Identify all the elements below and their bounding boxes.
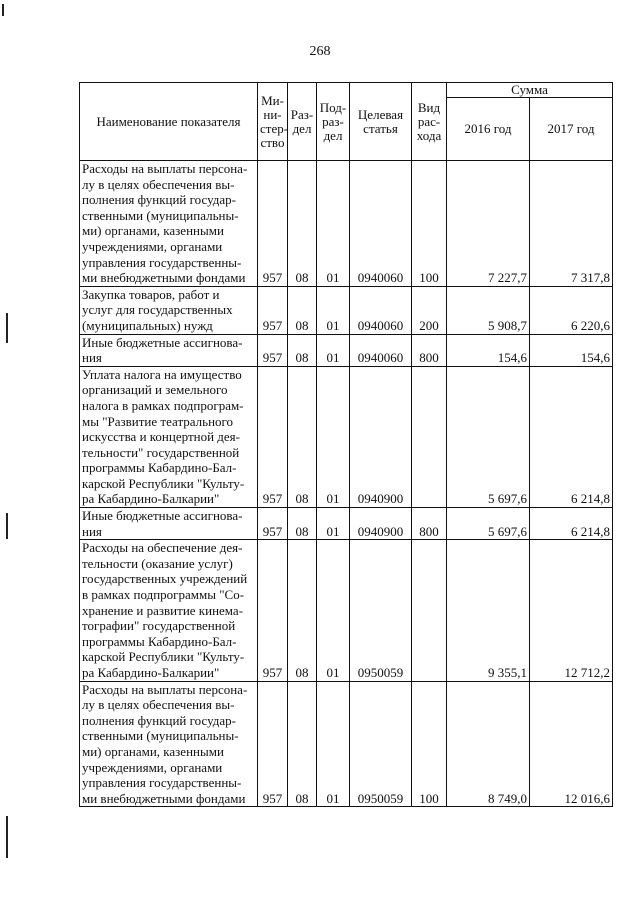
header-expense-type: Вид рас- хода <box>412 83 447 161</box>
cell-name: Иные бюджетные ассигнова- ния <box>80 508 258 540</box>
scan-mark <box>6 313 8 343</box>
cell-expense-type: 100 <box>412 161 447 287</box>
header-amount: Сумма <box>447 83 613 98</box>
cell-subsection: 01 <box>317 508 350 540</box>
cell-amount-2017: 6 214,8 <box>530 366 613 507</box>
cell-target-article: 0950059 <box>350 681 412 807</box>
cell-subsection: 01 <box>317 161 350 287</box>
cell-ministry: 957 <box>258 334 288 366</box>
cell-ministry: 957 <box>258 508 288 540</box>
cell-amount-2016: 8 749,0 <box>447 681 530 807</box>
table-row <box>80 161 613 287</box>
header-year-2016: 2016 год <box>447 98 530 161</box>
cell-amount-2017: 6 214,8 <box>530 508 613 540</box>
header-target-article: Целевая статья <box>350 83 412 161</box>
cell-amount-2016: 5 697,6 <box>447 508 530 540</box>
cell-section: 08 <box>288 508 317 540</box>
cell-amount-2016: 7 227,7 <box>447 161 530 287</box>
cell-amount-2017: 12 016,6 <box>530 681 613 807</box>
cell-target-article: 0940900 <box>350 508 412 540</box>
cell-expense-type <box>412 366 447 507</box>
header-year-2017: 2017 год <box>530 98 613 161</box>
table-body <box>80 161 613 807</box>
table-row <box>80 681 613 807</box>
cell-section: 08 <box>288 161 317 287</box>
cell-name: Закупка товаров, работ и услуг для государственных (муниципальных) нужд <box>80 286 258 334</box>
cell-expense-type: 100 <box>412 681 447 807</box>
table-row <box>80 366 613 507</box>
cell-target-article: 0940060 <box>350 286 412 334</box>
scan-mark <box>6 816 8 858</box>
cell-section: 08 <box>288 540 317 681</box>
cell-amount-2016: 5 908,7 <box>447 286 530 334</box>
cell-target-article: 0950059 <box>350 540 412 681</box>
table-row <box>80 286 613 334</box>
cell-subsection: 01 <box>317 540 350 681</box>
cell-ministry: 957 <box>258 161 288 287</box>
cell-target-article: 0940060 <box>350 334 412 366</box>
cell-subsection: 01 <box>317 681 350 807</box>
cell-subsection: 01 <box>317 366 350 507</box>
cell-section: 08 <box>288 286 317 334</box>
header-section: Раз- дел <box>288 83 317 161</box>
cell-expense-type: 800 <box>412 334 447 366</box>
cell-expense-type: 800 <box>412 508 447 540</box>
cell-name: Расходы на выплаты персона- лу в целях обеспечения вы- полнения функций государ- ственными (муниципальны- ми) органами, казенными учреждениями, органами управления государственны- ми внебюджетными фондами <box>80 161 258 287</box>
cell-section: 08 <box>288 366 317 507</box>
cell-ministry: 957 <box>258 540 288 681</box>
cell-target-article: 0940900 <box>350 366 412 507</box>
scan-mark <box>6 513 8 539</box>
header-name: Наименование показателя <box>80 83 258 161</box>
cell-target-article: 0940060 <box>350 161 412 287</box>
cell-amount-2017: 12 712,2 <box>530 540 613 681</box>
budget-table <box>79 82 613 807</box>
cell-amount-2016: 154,6 <box>447 334 530 366</box>
header-ministry: Ми- ни- стер- ство <box>258 83 288 161</box>
cell-expense-type: 200 <box>412 286 447 334</box>
cell-amount-2017: 6 220,6 <box>530 286 613 334</box>
cell-ministry: 957 <box>258 366 288 507</box>
cell-name: Расходы на обеспечение дея- тельности (оказание услуг) государственных учреждений в рамках подпрограммы "Со- хранение и развитие кинема- тографии" государственной программы Кабардино-Бал- карской Республики "Культу- ра Кабардино-Балкарии" <box>80 540 258 681</box>
cell-ministry: 957 <box>258 286 288 334</box>
cell-expense-type <box>412 540 447 681</box>
cell-name: Иные бюджетные ассигнова- ния <box>80 334 258 366</box>
cell-section: 08 <box>288 334 317 366</box>
page-number: 268 <box>309 44 331 59</box>
cell-amount-2017: 7 317,8 <box>530 161 613 287</box>
cell-amount-2016: 5 697,6 <box>447 366 530 507</box>
table-row <box>80 508 613 540</box>
cell-ministry: 957 <box>258 681 288 807</box>
header-subsection: Под- раз- дел <box>317 83 350 161</box>
cell-section: 08 <box>288 681 317 807</box>
table-row <box>80 540 613 681</box>
cell-amount-2017: 154,6 <box>530 334 613 366</box>
cell-name: Расходы на выплаты персона- лу в целях обеспечения вы- полнения функций государ- ственными (муниципальны- ми) органами, казенными учреждениями, органами управления государственны- ми внебюджетными фондами <box>80 681 258 807</box>
scan-mark <box>2 4 4 16</box>
cell-amount-2016: 9 355,1 <box>447 540 530 681</box>
header-row <box>80 83 613 98</box>
table-row <box>80 334 613 366</box>
cell-subsection: 01 <box>317 286 350 334</box>
cell-name: Уплата налога на имущество организаций и земельного налога в рамках подпрограм- мы "Развитие театрального искусства и концертной дея- тельности" государственной программы Кабардино-Бал- карской Республики "Культу- ра Кабардино-Балкарии" <box>80 366 258 507</box>
cell-subsection: 01 <box>317 334 350 366</box>
